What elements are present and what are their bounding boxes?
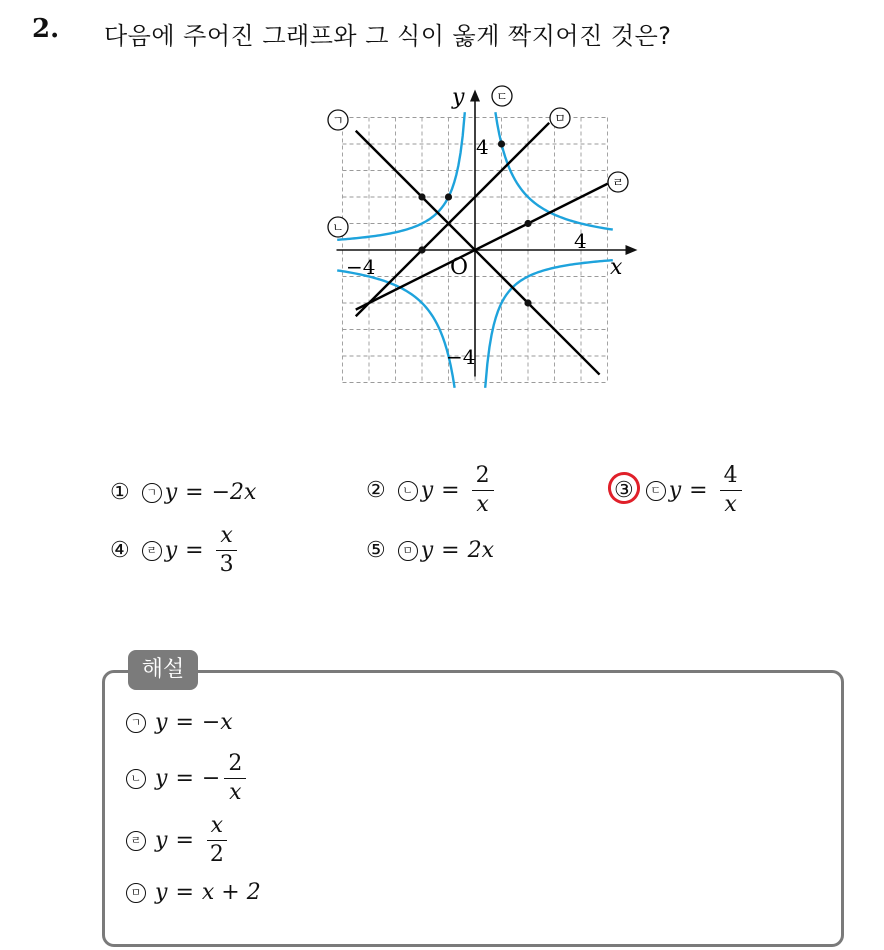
choice-2-lhs: y bbox=[420, 478, 434, 503]
choice-2-number: ② bbox=[366, 478, 386, 503]
label-r: ㄹ bbox=[612, 175, 624, 190]
choice-3-label: ㄷ bbox=[646, 481, 666, 501]
choice-3-number-wrap bbox=[614, 478, 634, 503]
expl-g-label: ㄱ bbox=[126, 713, 146, 733]
choice-3-lhs: y bbox=[668, 478, 682, 503]
selected-answer-ring bbox=[605, 469, 643, 507]
tick-pos-x: 4 bbox=[574, 229, 587, 253]
choice-3-denominator: x bbox=[724, 492, 737, 517]
explanation-item-r: ㄹ y = $\frac{x}{2}$ bbox=[126, 812, 232, 869]
expl-n-sign: − bbox=[201, 766, 221, 791]
expl-r-lhs: y bbox=[155, 828, 168, 853]
marked-point bbox=[524, 299, 531, 306]
label-m: ㅁ bbox=[554, 111, 566, 126]
expl-r-label: ㄹ bbox=[126, 831, 146, 851]
choice-3-fraction bbox=[720, 462, 742, 519]
choice-1-number: ① bbox=[110, 480, 130, 505]
choice-5-rhs: 2x bbox=[467, 538, 495, 563]
choice-4-numerator: x bbox=[216, 522, 236, 551]
choice-2[interactable]: ② ㄴ y = $\frac{2}{x}$ bbox=[366, 462, 498, 519]
marked-point bbox=[498, 140, 505, 147]
expl-r-numerator: x bbox=[207, 812, 227, 841]
expl-g-rhs: −x bbox=[201, 710, 233, 735]
choice-5[interactable]: ⑤ ㅁ y = 2x bbox=[366, 538, 495, 563]
straight-line bbox=[356, 131, 600, 375]
marked-point bbox=[418, 193, 425, 200]
straight-lines bbox=[356, 123, 608, 375]
explanation-item-n: ㄴ y = − $\frac{2}{x}$ bbox=[126, 750, 250, 807]
choice-2-denominator: x bbox=[476, 492, 489, 517]
tick-pos-y: 4 bbox=[476, 135, 489, 159]
expl-r-denominator: 2 bbox=[209, 842, 224, 867]
expl-m-lhs: y bbox=[155, 880, 168, 905]
expl-n-denominator: x bbox=[229, 780, 242, 805]
origin-label: O bbox=[450, 255, 469, 280]
label-n: ㄴ bbox=[332, 220, 344, 235]
choice-3-numerator: 4 bbox=[720, 462, 742, 491]
choice-5-number: ⑤ bbox=[366, 538, 386, 563]
choice-4-label: ㄹ bbox=[142, 541, 162, 561]
choice-4[interactable]: ④ ㄹ y = $\frac{x}{3}$ bbox=[110, 522, 242, 579]
graph-labels bbox=[328, 85, 628, 369]
x-axis-label: x bbox=[610, 255, 623, 280]
explanation-item-g: ㄱ y = −x bbox=[126, 710, 233, 735]
tick-neg-y: −4 bbox=[446, 345, 476, 369]
question-number: 2. bbox=[32, 14, 60, 44]
explanation-item-m: ㅁ y = x + 2 bbox=[126, 880, 261, 905]
choice-4-fraction bbox=[216, 522, 238, 579]
axes bbox=[337, 90, 638, 377]
tick-neg-x: −4 bbox=[346, 255, 376, 279]
expl-n-fraction bbox=[224, 750, 246, 807]
marked-point bbox=[524, 220, 531, 227]
choice-5-label: ㅁ bbox=[398, 541, 418, 561]
straight-line bbox=[356, 184, 608, 310]
choice-3-number: ③ bbox=[614, 478, 634, 503]
choice-2-numerator: 2 bbox=[472, 462, 494, 491]
expl-m-rhs: x + 2 bbox=[201, 880, 261, 905]
label-g: ㄱ bbox=[332, 113, 344, 128]
marked-point bbox=[418, 246, 425, 253]
explanation-tag: 해설 bbox=[128, 650, 198, 690]
choice-2-fraction bbox=[472, 462, 494, 519]
choice-4-lhs: y bbox=[164, 538, 178, 563]
label-d: ㄷ bbox=[496, 89, 508, 104]
choice-1-lhs: y bbox=[164, 480, 178, 505]
expl-m-label: ㅁ bbox=[126, 883, 146, 903]
straight-line bbox=[356, 123, 549, 316]
choice-3[interactable]: ③ ㄷ y = $\frac{4}{x}$ bbox=[614, 462, 746, 519]
expl-n-label: ㄴ bbox=[126, 769, 146, 789]
y-axis-label: y bbox=[452, 85, 465, 110]
expl-g-lhs: y bbox=[155, 710, 168, 735]
y-axis-arrow bbox=[470, 90, 480, 102]
marked-point bbox=[445, 193, 452, 200]
expl-n-lhs: y bbox=[155, 766, 168, 791]
expl-r-fraction bbox=[206, 812, 228, 869]
choice-4-denominator: 3 bbox=[219, 552, 234, 577]
choice-5-lhs: y bbox=[420, 538, 434, 563]
choice-1[interactable]: ① ㄱ y = −2x bbox=[110, 480, 257, 505]
question-text: 다음에 주어진 그래프와 그 식이 옳게 짝지어진 것은? bbox=[104, 22, 672, 50]
function-graph bbox=[318, 78, 648, 398]
choice-1-rhs: −2x bbox=[211, 480, 257, 505]
choice-2-label: ㄴ bbox=[398, 481, 418, 501]
expl-n-numerator: 2 bbox=[224, 750, 246, 779]
choice-1-label: ㄱ bbox=[142, 483, 162, 503]
choice-4-number: ④ bbox=[110, 538, 130, 563]
x-axis-arrow bbox=[626, 245, 638, 255]
